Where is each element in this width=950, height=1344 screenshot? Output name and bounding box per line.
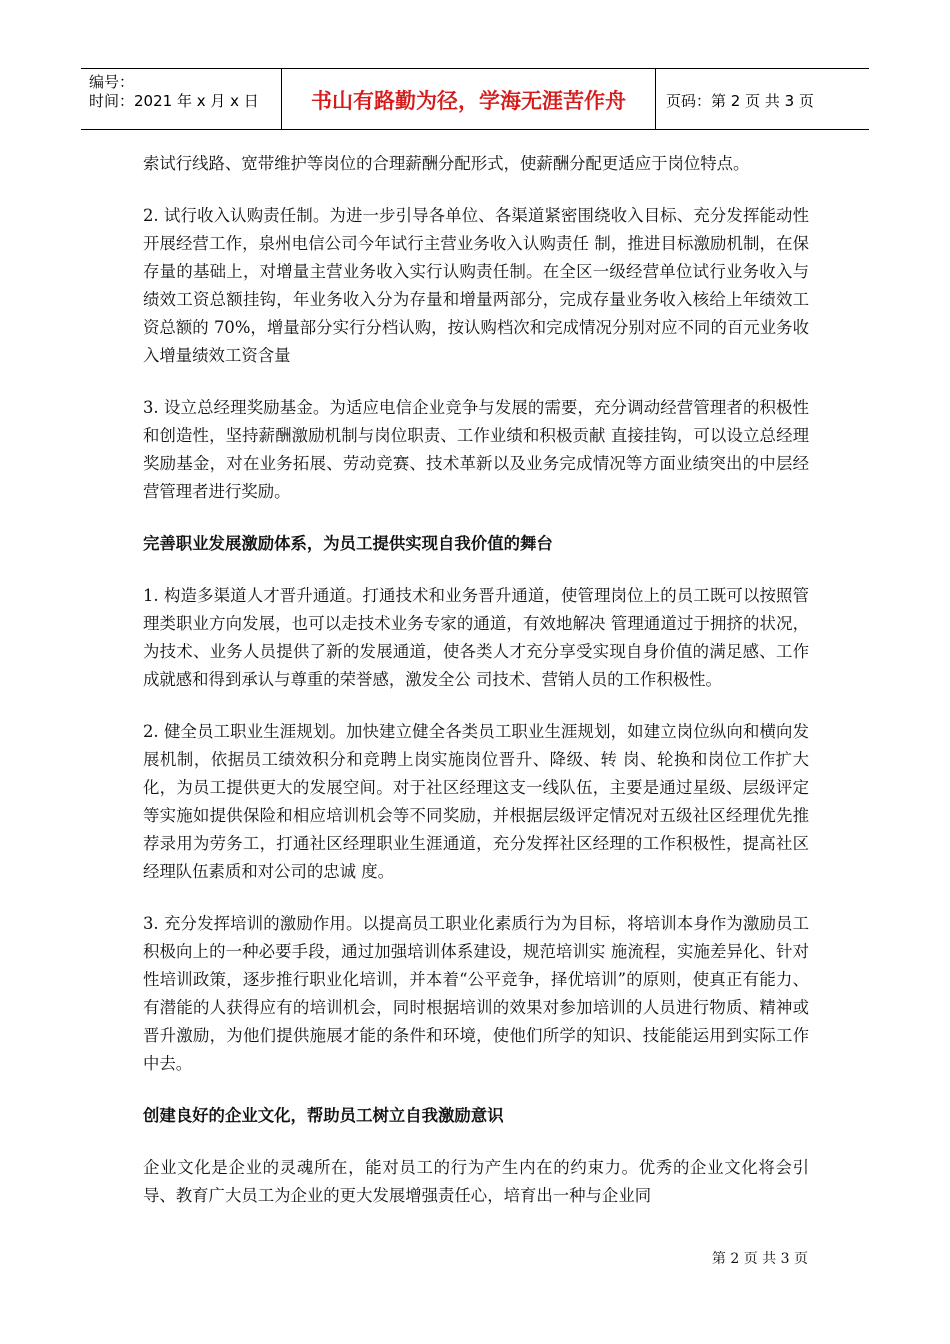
document-body xyxy=(143,150,809,1234)
paragraph: 3. 充分发挥培训的激励作用。以提高员工职业化素质行为为目标，将培训本身作为激励员工积极向上的一种必要手段，通过加强培训体系建设，规范培训实 施流程，实施差异化、针对性培训政策，逐步推行职业化培训，并本着“公平竞争，择优培训”的原则，使真正有能力、有潜能的人获得应有的培训机会，同时根据培训的效果对参加培训的人员进行物质、精神或晋升激励，为他们提供施展才能的条件和环境，使他们所学的知识、技能能运用到实际工作中去。 xyxy=(143,914,809,1073)
section-heading: 创建良好的企业文化，帮助员工树立自我激励意识 xyxy=(143,1106,504,1125)
header-motto-cell xyxy=(282,69,656,129)
page-header xyxy=(81,68,869,130)
section-heading: 完善职业发展激励体系，为员工提供实现自我价值的舞台 xyxy=(143,534,553,553)
header-page-number: 页码：第 2 页 共 3 页 xyxy=(666,92,814,110)
paragraph: 2. 健全员工职业生涯规划。加快建立健全各类员工职业生涯规划，如建立岗位纵向和横向发展机制，依据员工绩效积分和竞聘上岗实施岗位晋升、降级、转 岗、轮换和岗位工作扩大化，为员工提供更大的发展空间。对于社区经理这支一线队伍，主要是通过星级、层级评定等实施如提供保险和相应培训机会等不同奖励，并根据层级评定情况对五级社区经理优先推荐录用为劳务工，打通社区经理职业生涯通道，充分发挥社区经理的工作积极性，提高社区经理队伍素质和对公司的忠诚 度。 xyxy=(143,722,809,881)
header-meta-cell xyxy=(81,69,282,129)
paragraph: 2. 试行收入认购责任制。为进一步引导各单位、各渠道紧密围绕收入目标、充分发挥能动性开展经营工作，泉州电信公司今年试行主营业务收入认购责任 制，推进目标激励机制，在保存量的基础上，对增量主营业务收入实行认购责任制。在全区一级经营单位试行业务收入与绩效工资总额挂钩，年业务收入分为存量和增量两部分，完成存量业务收入核给上年绩效工资总额的 70%，增量部分实行分档认购，按认购档次和完成情况分别对应不同的百元业务收入增量绩效工资含量 xyxy=(143,206,809,365)
paragraph: 企业文化是企业的灵魂所在，能对员工的行为产生内在的约束力。优秀的企业文化将会引导、教育广大员工为企业的更大发展增强责任心，培育出一种与企业同 xyxy=(143,1158,809,1205)
document-number-label: 编号： xyxy=(89,73,135,91)
document-date-label: 时间：2021 年 x 月 x 日 xyxy=(89,92,259,110)
header-page-cell xyxy=(656,69,869,129)
paragraph: 1. 构造多渠道人才晋升通道。打通技术和业务晋升通道，使管理岗位上的员工既可以按照管理类职业方向发展，也可以走技术业务专家的通道，有效地解决 管理通道过于拥挤的状况，为技术、业务人员提供了新的发展通道，使各类人才充分享受实现自身价值的满足感、工作成就感和得到承认与尊重的荣誉感，激发全公 司技术、营销人员的工作积极性。 xyxy=(143,586,809,689)
footer-page-number: 第 2 页 共 3 页 xyxy=(711,1251,808,1267)
header-motto: 书山有路勤为径，学海无涯苦作舟 xyxy=(311,89,626,113)
paragraph: 3. 设立总经理奖励基金。为适应电信企业竞争与发展的需要，充分调动经营管理者的积极性和创造性，坚持薪酬激励机制与岗位职责、工作业绩和积极贡献 直接挂钩，可以设立总经理奖励基金，对在业务拓展、劳动竞赛、技术革新以及业务完成情况等方面业绩突出的中层经营管理者进行奖励。 xyxy=(143,398,809,501)
paragraph: 索试行线路、宽带维护等岗位的合理薪酬分配形式，使薪酬分配更适应于岗位特点。 xyxy=(143,154,750,173)
